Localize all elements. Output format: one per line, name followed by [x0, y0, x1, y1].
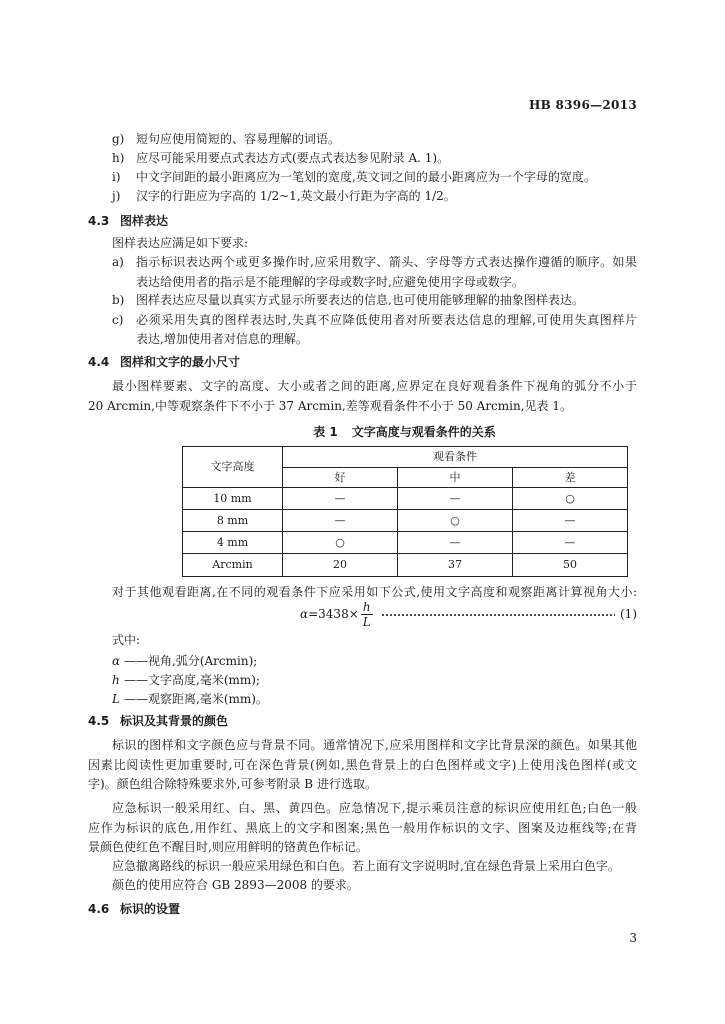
list-item-a-line-2: 表达给使用者的指示是不能理解的字母或数字时,应避免使用字母或数字。: [136, 275, 524, 289]
list-item-g-marker: g): [112, 132, 125, 146]
section-4-5-p1-line-2: 因素比阅读性更加重要时,可在深色背景(例如,黑色背景上的白色图样或文字)上使用浅色图样(或文: [88, 758, 637, 772]
formula-constant: =3438×: [308, 607, 359, 621]
list-item-a-line-1: 指示标识表达两个或更多操作时,应采用数字、箭头、字母等方式表达操作遵循的顺序。如果: [136, 255, 637, 269]
list-item-j-text: 汉字的行距应为字高的 1/2~1,英文最小行距为字高的 1/2。: [136, 189, 456, 203]
formula-intro: 对于其他观看距离,在不同的观看条件下应采用如下公式,使用文字高度和观察距离计算视角大小:: [112, 585, 637, 599]
table-caption: [182, 424, 627, 440]
table-cell: 8 mm: [183, 510, 283, 532]
definition-h-text: ——文字高度,毫米(mm);: [124, 673, 260, 687]
list-item-j-marker: j): [112, 189, 121, 203]
section-4-5-p2-line-1: 应急标识一般采用红、白、黑、黄四色。应急情况下,提示乘员注意的标识应使用红色;白色一般: [112, 801, 637, 815]
formula-alpha: α: [300, 607, 309, 621]
section-4-4-paragraph-line-2: 20 Arcmin,中等观察条件下不小于 37 Arcmin,差等观看条件不小于 50 Arcmin,见表 1。: [88, 399, 572, 413]
list-item-b-marker: b): [112, 293, 125, 307]
section-4-5-p2-line-2: 应作为标识的底色,用作红、黑底上的文字和图案;黑色一般用作标识的文字、图案及边框线等;在背: [88, 821, 637, 835]
viewing-condition-table: [182, 446, 628, 577]
section-4-3-title: 图样表达: [120, 214, 169, 228]
table-header-medium: 中: [398, 468, 513, 488]
list-item-i-text: 中文字间距的最小距离应为一笔划的宽度,英文词之间的最小距离应为一个字母的宽度。: [136, 170, 596, 184]
table-cell: —: [513, 510, 628, 532]
table-cell: Arcmin: [183, 554, 283, 577]
table-row: [183, 488, 628, 510]
table-cell: —: [283, 510, 398, 532]
table-cell: ○: [398, 510, 513, 532]
page-number: 3: [629, 931, 637, 945]
list-item-g-text: 短句应使用简短的、容易理解的词语。: [136, 132, 341, 146]
table-cell: ○: [513, 488, 628, 510]
table-cell: —: [398, 488, 513, 510]
section-4-3-intro: 图样表达应满足如下要求:: [112, 236, 249, 250]
list-item-b-line-1: 图样表达应尽量以真实方式显示所要表达的信息,也可使用能够理解的抽象图样表达。: [136, 293, 584, 307]
section-4-5-number: 4.5: [88, 714, 110, 728]
table-header-poor: 差: [513, 468, 628, 488]
list-item-a-marker: a): [112, 255, 124, 269]
list-item-c-line-1: 必须采用失真的图样表达时,失真不应降低使用者对所要表达信息的理解,可使用失真图样片: [136, 313, 637, 327]
table-cell: 20: [283, 554, 398, 577]
document-code: HB 8396—2013: [528, 98, 637, 112]
list-item-h-marker: h): [112, 151, 125, 165]
definition-l-text: ——观察距离,毫米(mm)。: [124, 692, 268, 706]
table-cell: 4 mm: [183, 532, 283, 554]
table-row: [183, 554, 628, 577]
table-header-text-height: 文字高度: [183, 447, 283, 488]
equation-number: (1): [620, 607, 637, 621]
table-cell: 37: [398, 554, 513, 577]
list-item-h-text: 应尽可能采用要点式表达方式(要点式表达参见附录 A. 1)。: [136, 151, 450, 165]
section-4-6-title: 标识的设置: [120, 902, 181, 916]
definition-h-symbol: h: [112, 673, 120, 687]
definition-l-symbol: L: [112, 692, 120, 706]
table-row: [183, 510, 628, 532]
table-header-viewing-conditions: 观看条件: [283, 447, 628, 468]
section-4-5-p1-line-1: 标识的图样和文字颜色应与背景不同。通常情况下,应采用图样和文字比背景深的颜色。如果其他: [112, 738, 637, 752]
section-4-4-paragraph-line-1: 最小图样要素、文字的高度、大小或者之间的距离,应界定在良好观看条件下视角的弧分不小于: [112, 379, 637, 393]
definition-alpha-text: ——视角,弧分(Arcmin);: [124, 654, 258, 668]
table-cell: —: [283, 488, 398, 510]
dotted-leader: [381, 613, 615, 617]
section-4-4-title: 图样和文字的最小尺寸: [120, 355, 241, 369]
section-4-5-p1-line-3: 字)。颜色组合除特殊要求外,可参考附录 B 进行选取。: [88, 777, 377, 791]
section-4-5-title: 标识及其背景的颜色: [120, 714, 229, 728]
table-cell: 50: [513, 554, 628, 577]
section-4-5-p2-line-3: 景颜色使红色不醒目时,则应用鲜明的铬黄色作标记。: [88, 840, 368, 854]
list-item-i-marker: i): [112, 170, 121, 184]
section-4-6-number: 4.6: [88, 902, 110, 916]
section-4-5-p4-line-1: 颜色的使用应符合 GB 2893—2008 的要求。: [112, 878, 359, 892]
formula-fraction: [361, 600, 373, 629]
table-header-row: [183, 447, 628, 468]
list-item-c-marker: c): [112, 313, 124, 327]
table-row: [183, 532, 628, 554]
fraction-numerator: h: [361, 600, 373, 615]
section-4-5-p3-line-1: 应急撤离路线的标识一般应采用绿色和白色。若上面有文字说明时,宜在绿色背景上采用白色字。: [112, 859, 620, 873]
formula-1: [300, 598, 637, 630]
section-4-4-number: 4.4: [88, 355, 110, 369]
fraction-denominator: L: [362, 614, 371, 629]
table-cell: —: [398, 532, 513, 554]
table-cell: —: [513, 532, 628, 554]
table-header-good: 好: [283, 468, 398, 488]
table-caption-label: 表 1: [313, 425, 338, 439]
table-cell: 10 mm: [183, 488, 283, 510]
table-cell: ○: [283, 532, 398, 554]
table-caption-title: 文字高度与观看条件的关系: [351, 425, 496, 439]
where-label: 式中:: [112, 633, 141, 647]
list-item-c-line-2: 表达,增加使用者对信息的理解。: [136, 332, 308, 346]
section-4-3-number: 4.3: [88, 214, 110, 228]
definition-alpha-symbol: α: [112, 654, 121, 668]
